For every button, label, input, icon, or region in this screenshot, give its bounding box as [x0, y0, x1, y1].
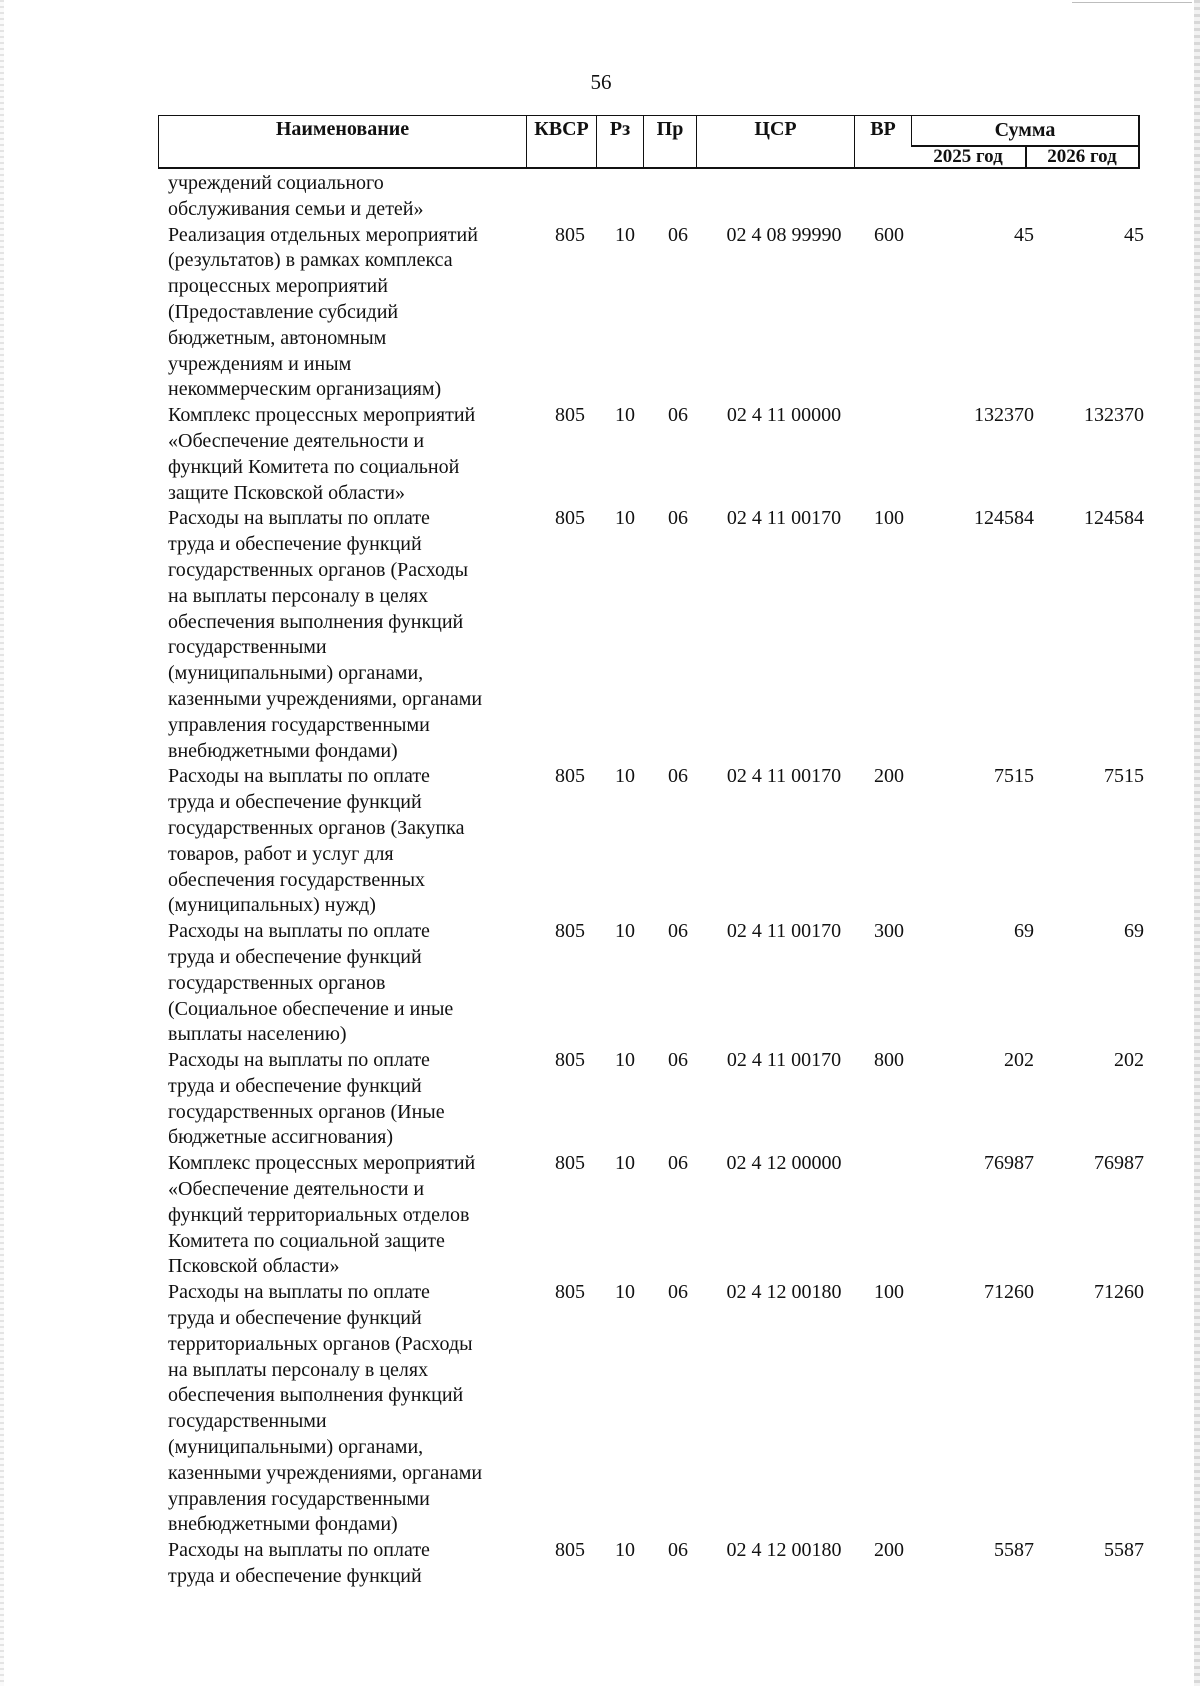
header-csr: ЦСР — [696, 115, 854, 169]
table-row — [168, 1280, 1144, 1538]
name-cell: Расходы на выплаты по оплате труда и обеспечение функций государственных органов (Расходы на выплаты персоналу в целях обеспечения выполнения функций государственными (муниципальными) органами, казенными учреждениями, органами управления государственными внебюджетными фондами) — [168, 507, 483, 762]
rz-cell: 10 — [615, 920, 635, 943]
name-cell: Комплекс процессных мероприятий «Обеспечение деятельности и функций территориальных отделов Комитета по социальной защите Псковской области» — [168, 1152, 476, 1278]
header-year-2025: 2025 год — [933, 146, 1003, 167]
kvsr-cell: 805 — [555, 507, 585, 530]
name-cell: Комплекс процессных мероприятий «Обеспечение деятельности и функций Комитета по социальной защите Псковской области» — [168, 404, 476, 504]
amount-2025-cell: 76987 — [984, 1152, 1034, 1175]
header-bottom-border — [158, 167, 1138, 169]
pr-cell: 06 — [668, 507, 688, 530]
name-cell: Реализация отдельных мероприятий (результатов) в рамках комплекса процессных мероприятий (Предоставление субсидий бюджетным, автономным учреждениям и иным некоммерческим организациям) — [168, 223, 478, 401]
amount-2025-cell: 202 — [1004, 1049, 1034, 1072]
table-row — [168, 223, 1144, 404]
vr-cell: 100 — [874, 1281, 904, 1304]
pr-cell: 06 — [668, 404, 688, 427]
amount-2025-cell: 5587 — [994, 1539, 1034, 1562]
csr-cell: 02 4 08 99990 — [726, 223, 842, 246]
header-vr: ВР — [854, 115, 911, 169]
header-sum: Сумма — [911, 115, 1138, 145]
amount-2025-cell: 69 — [1014, 920, 1034, 943]
scan-edge-left — [0, 0, 4, 1686]
csr-cell: 02 4 11 00170 — [726, 507, 842, 530]
csr-cell: 02 4 12 00000 — [726, 1152, 842, 1175]
amount-2026-cell: 132370 — [1084, 404, 1144, 427]
csr-cell: 02 4 11 00170 — [726, 920, 842, 943]
amount-2026-cell: 202 — [1114, 1049, 1144, 1072]
pr-cell: 06 — [668, 1539, 688, 1562]
header-name: Наименование — [158, 115, 526, 169]
kvsr-cell: 805 — [555, 1539, 585, 1562]
amount-2026-cell: 69 — [1124, 920, 1144, 943]
amount-2025-cell: 124584 — [974, 507, 1034, 530]
table-row — [168, 1538, 1144, 1590]
csr-cell: 02 4 11 00170 — [726, 765, 842, 788]
pr-cell: 06 — [668, 1152, 688, 1175]
rz-cell: 10 — [615, 765, 635, 788]
pr-cell: 06 — [668, 1281, 688, 1304]
rz-cell: 10 — [615, 1281, 635, 1304]
table-row — [168, 403, 1144, 506]
amount-2025-cell: 71260 — [984, 1281, 1034, 1304]
header-rz: Рз — [596, 115, 643, 169]
vr-cell: 200 — [874, 765, 904, 788]
amount-2025-cell: 7515 — [994, 765, 1034, 788]
header-pr: Пр — [643, 115, 696, 169]
kvsr-cell: 805 — [555, 1281, 585, 1304]
rz-cell: 10 — [615, 223, 635, 246]
pr-cell: 06 — [668, 223, 688, 246]
scan-edge-right — [1194, 0, 1200, 1686]
vr-cell: 300 — [874, 920, 904, 943]
kvsr-cell: 805 — [555, 920, 585, 943]
amount-2026-cell: 5587 — [1104, 1539, 1144, 1562]
table-row — [168, 171, 1138, 223]
table-row — [168, 506, 1144, 764]
kvsr-cell: 805 — [555, 765, 585, 788]
vr-cell: 100 — [874, 507, 904, 530]
vr-cell: 800 — [874, 1049, 904, 1072]
table-body — [168, 171, 1144, 1590]
table-row — [168, 764, 1144, 919]
name-cell: Расходы на выплаты по оплате труда и обеспечение функций государственных органов (Закупка товаров, работ и услуг для обеспечения государственных (муниципальных) нужд) — [168, 765, 465, 917]
amount-2026-cell: 124584 — [1084, 507, 1144, 530]
header-kvsr: КВСР — [526, 115, 596, 169]
csr-cell: 02 4 11 00170 — [726, 1049, 842, 1072]
kvsr-cell: 805 — [555, 1152, 585, 1175]
amount-2026-cell: 45 — [1124, 223, 1144, 246]
name-cell: Расходы на выплаты по оплате труда и обеспечение функций — [168, 1539, 430, 1588]
name-cell: Расходы на выплаты по оплате труда и обеспечение функций государственных органов (Социальное обеспечение и иные выплаты населению) — [168, 920, 454, 1046]
table-header — [158, 115, 1138, 169]
rz-cell: 10 — [615, 1152, 635, 1175]
rz-cell: 10 — [615, 404, 635, 427]
rz-cell: 10 — [615, 1049, 635, 1072]
csr-cell: 02 4 12 00180 — [726, 1539, 842, 1562]
csr-cell: 02 4 11 00000 — [726, 404, 842, 427]
kvsr-cell: 805 — [555, 1049, 585, 1072]
rz-cell: 10 — [615, 1539, 635, 1562]
amount-2026-cell: 71260 — [1094, 1281, 1144, 1304]
amount-2026-cell: 76987 — [1094, 1152, 1144, 1175]
name-cell: Расходы на выплаты по оплате труда и обеспечение функций государственных органов (Иные бюджетные ассигнования) — [168, 1049, 445, 1149]
kvsr-cell: 805 — [555, 404, 585, 427]
kvsr-cell: 805 — [555, 223, 585, 246]
rz-cell: 10 — [615, 507, 635, 530]
vr-cell: 600 — [874, 223, 904, 246]
amount-2026-cell: 7515 — [1104, 765, 1144, 788]
name-cell: учреждений социального обслуживания семьи и детей» — [168, 172, 424, 220]
amount-2025-cell: 45 — [1014, 223, 1034, 246]
vr-cell: 200 — [874, 1539, 904, 1562]
pr-cell: 06 — [668, 765, 688, 788]
amount-2025-cell: 132370 — [974, 404, 1034, 427]
page-number: 56 — [590, 70, 612, 94]
header-right-border — [1138, 115, 1140, 169]
table-row — [168, 1151, 1144, 1280]
name-cell: Расходы на выплаты по оплате труда и обеспечение функций территориальных органов (Расходы на выплаты персоналу в целях обеспечения выполнения функций государственными (муниципальными) органами, казенными учреждениями, органами управления государственными внебюджетными фондами) — [168, 1281, 483, 1536]
csr-cell: 02 4 12 00180 — [726, 1281, 842, 1304]
pr-cell: 06 — [668, 1049, 688, 1072]
pr-cell: 06 — [668, 920, 688, 943]
scan-top-mark — [1072, 2, 1192, 3]
table-row — [168, 919, 1144, 1048]
header-year-2026: 2026 год — [1047, 146, 1117, 167]
table-row — [168, 1048, 1144, 1151]
